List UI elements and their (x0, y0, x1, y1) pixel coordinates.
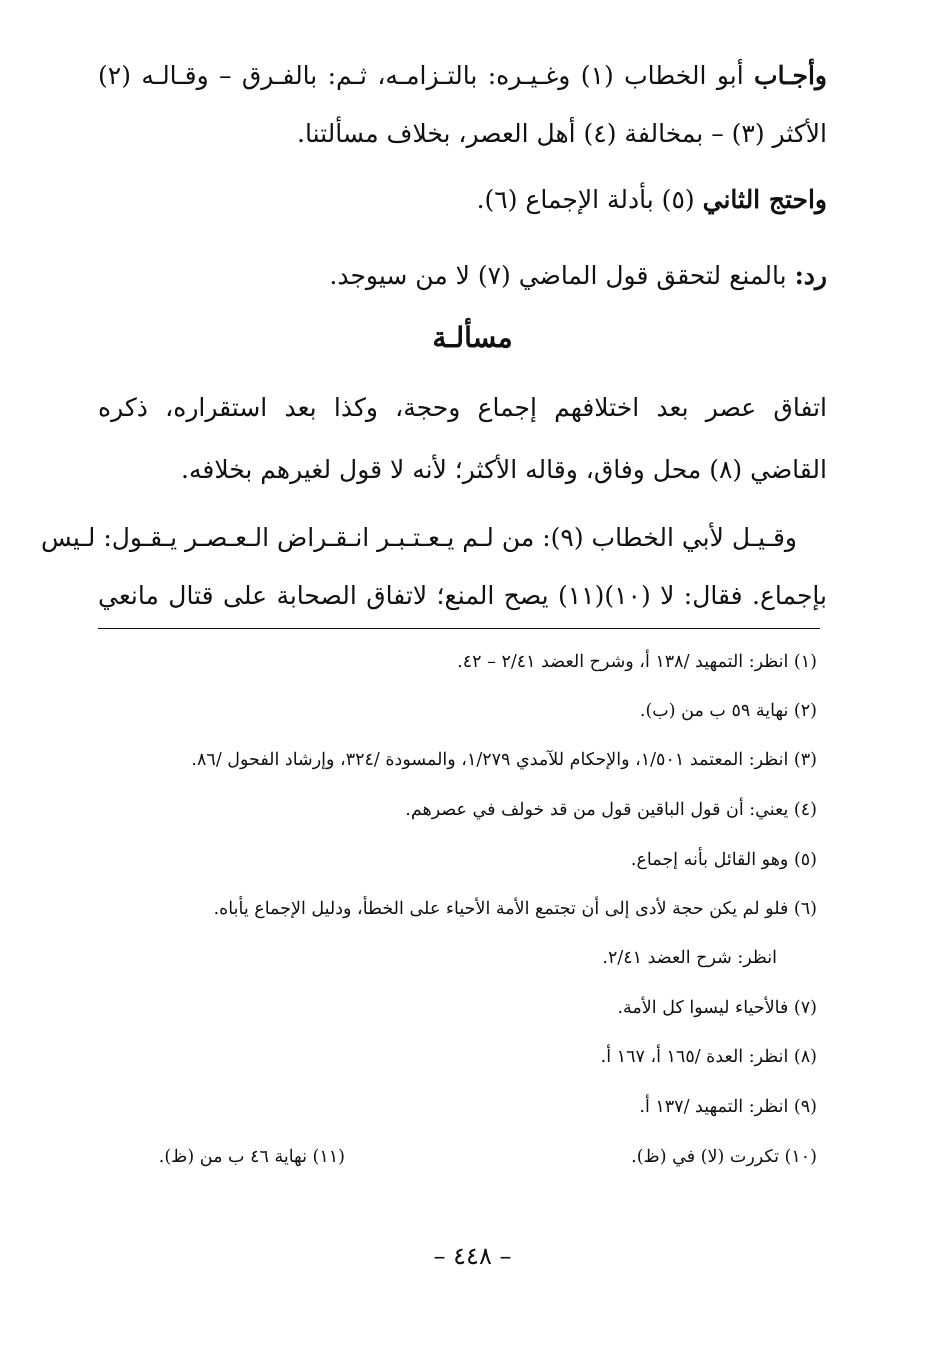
p1-lead-word: وأجـاب (754, 61, 827, 90)
page-number: – ٤٤٨ – (433, 1242, 512, 1270)
p2-text: (٥) بأدلة الإجماع (٦). (476, 185, 695, 214)
p2-lead-word: واحتج الثاني (702, 185, 827, 214)
paragraph-5-line-2: بإجماع. فقال: لا (١٠)(١١) يصح المنع؛ لاتفاق الصحابة على قتال مانعي (98, 581, 827, 610)
paragraph-4-line-1: اتفاق عصر بعد اختلافهم إجماع وحجة، وكذا بعد استقراره، ذكره (98, 393, 827, 422)
paragraph-1-line-2: الأكثر (٣) – بمخالفة (٤) أهل العصر، بخلاف مسألتنا. (297, 119, 827, 148)
footnote-5: (٥) وهو القائل بأنه إجماع. (630, 850, 817, 870)
paragraph-3 (98, 256, 827, 296)
p3-lead-word: رد: (794, 261, 827, 290)
paragraph-4-line-2: القاضي (٨) محل وفاق، وقاله الأكثر؛ لأنه لا قول لغيرهم بخلافه. (181, 455, 827, 484)
footnote-3: (٣) انظر: المعتمد ١/٥٠١، والإحكام للآمدي ١/٢٧٩، والمسودة /٣٢٤، وإرشاد الفحول /٨٦. (191, 750, 817, 770)
footnote-divider (98, 628, 820, 629)
footnote-6-continuation: انظر: شرح العضد ٢/٤١. (602, 948, 777, 968)
paragraph-5-line-1: وقـيـل لأبي الخطاب (٩): من لـم يـعـتـبـر انـقـراض الـعـصـر يـقـول: لـيس (41, 523, 797, 552)
footnote-10: (١٠) تكررت (لا) في (ظ). (631, 1147, 817, 1167)
footnote-6: (٦) فلو لم يكن حجة لأدى إلى أن تجتمع الأمة الأحياء على الخطأ، ودليل الإجماع يأباه. (213, 899, 817, 919)
footnote-11: (١١) نهاية ٤٦ ب من (ظ). (158, 1147, 345, 1167)
section-heading: مسألـة (432, 321, 513, 354)
footnote-1: (١) انظر: التمهيد /١٣٨ أ، وشرح العضد ٢/٤١ – ٤٢. (457, 652, 817, 672)
p3-text: بالمنع لتحقق قول الماضي (٧) لا من سيوجد. (329, 261, 787, 290)
paragraph-2 (98, 180, 827, 220)
footnote-8: (٨) انظر: العدة /١٦٥ أ، ١٦٧ أ. (600, 1047, 817, 1067)
footnote-9: (٩) انظر: التمهيد /١٣٧ أ. (639, 1097, 817, 1117)
footnote-4: (٤) يعني: أن قول الباقين قول من قد خولف في عصرهم. (405, 800, 817, 820)
footnote-7: (٧) فالأحياء ليسوا كل الأمة. (617, 998, 817, 1018)
p1-line1-text: أبو الخطاب (١) وغـيـره: بالتـزامـه، ثـم: بالفـرق – وقـالـه (٢) (98, 61, 744, 90)
footnote-2: (٢) نهاية ٥٩ ب من (ب). (639, 701, 817, 721)
paragraph-1-line-1 (98, 56, 827, 96)
